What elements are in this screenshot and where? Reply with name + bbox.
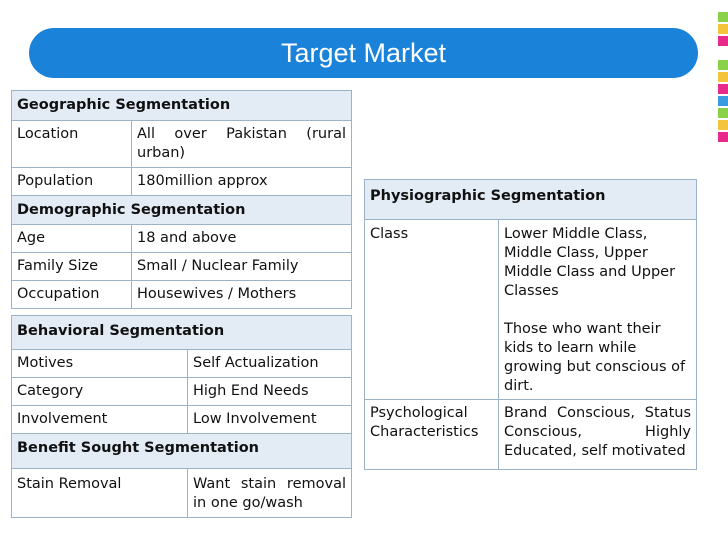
behavioral-header: Behavioral Segmentation <box>12 316 352 350</box>
row-value: 18 and above <box>132 225 352 253</box>
row-value: Brand Conscious, Status Conscious, Highly Educated, self motivated <box>499 400 697 470</box>
row-value: Self Actualization <box>188 350 352 378</box>
stripe-block <box>718 120 728 130</box>
table-row <box>365 220 697 400</box>
row-label: Family Size <box>12 253 132 281</box>
stripe-block <box>718 108 728 118</box>
table-row <box>12 168 352 196</box>
physiographic-header: Physiographic Segmentation <box>365 180 697 220</box>
row-value: All over Pakistan (rural urban) <box>132 121 352 168</box>
row-value: Low Involvement <box>188 406 352 434</box>
row-label: Motives <box>12 350 188 378</box>
demographic-header-row <box>12 196 352 225</box>
behavioral-benefit-table <box>11 315 352 518</box>
stripe-block <box>718 12 728 22</box>
class-value-1: Lower Middle Class, Middle Class, Upper Middle Class and Upper Classes <box>504 226 676 299</box>
row-label: Location <box>12 121 132 168</box>
geographic-header: Geographic Segmentation <box>12 91 352 121</box>
page-title: Target Market <box>280 37 447 68</box>
demographic-header: Demographic Segmentation <box>12 196 352 225</box>
geographic-header-row <box>12 91 352 121</box>
stripe-block <box>718 36 728 46</box>
benefit-header-row <box>12 434 352 469</box>
table-row <box>12 225 352 253</box>
stripe-block <box>718 24 728 34</box>
table-row <box>12 121 352 168</box>
stripe-block <box>718 48 728 58</box>
table-row <box>12 350 352 378</box>
stripe-block <box>718 96 728 106</box>
geo-demo-table <box>11 90 352 309</box>
row-label: Category <box>12 378 188 406</box>
table-row <box>365 400 697 470</box>
behavioral-header-row <box>12 316 352 350</box>
benefit-header: Benefit Sought Segmentation <box>12 434 352 469</box>
physiographic-header-row <box>365 180 697 220</box>
table-row <box>12 378 352 406</box>
table-row <box>12 281 352 309</box>
class-value-2: Those who want their kids to learn while growing but conscious of dirt. <box>504 321 686 394</box>
row-label: Occupation <box>12 281 132 309</box>
table-row <box>12 406 352 434</box>
stripe-block <box>718 72 728 82</box>
table-row <box>12 253 352 281</box>
stripe-block <box>718 132 728 142</box>
row-label: Class <box>365 220 499 400</box>
row-value: High End Needs <box>188 378 352 406</box>
physiographic-table <box>364 179 697 470</box>
title-banner <box>29 28 698 78</box>
row-label: Involvement <box>12 406 188 434</box>
row-value: Small / Nuclear Family <box>132 253 352 281</box>
row-label: Psychological Characteristics <box>365 400 499 470</box>
table-row <box>12 469 352 518</box>
row-value <box>499 220 697 400</box>
row-label: Stain Removal <box>12 469 188 518</box>
stripe-block <box>718 60 728 70</box>
row-value: 180million approx <box>132 168 352 196</box>
row-value: Housewives / Mothers <box>132 281 352 309</box>
row-label: Age <box>12 225 132 253</box>
row-value: Want stain removal in one go/wash <box>188 469 352 518</box>
row-label: Population <box>12 168 132 196</box>
stripe-block <box>718 84 728 94</box>
